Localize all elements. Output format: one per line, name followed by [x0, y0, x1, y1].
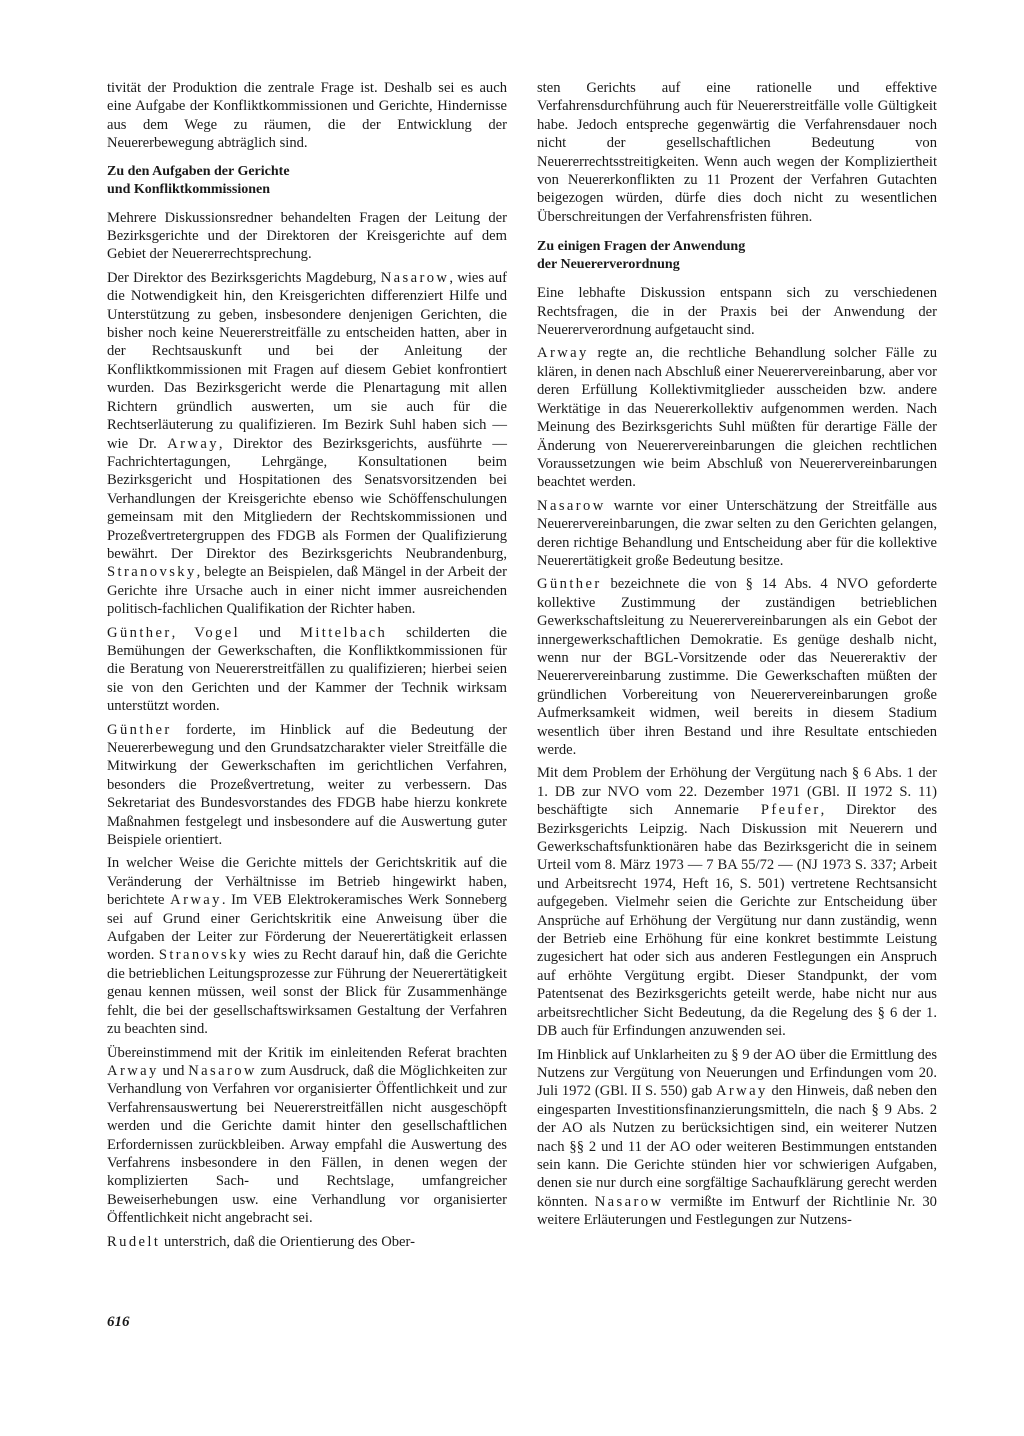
spaced-name: Günther	[537, 576, 602, 593]
spaced-name: Pfeufer	[760, 802, 821, 819]
left-column	[107, 79, 507, 1256]
right-column	[537, 79, 937, 1235]
spaced-name: Günther	[107, 624, 172, 641]
paragraph: Günther forderte, im Hinblick auf die Bedeutung der Neuererbewegung und den Grundsatzcharakter vieler Streitfälle die Mitwirkung der Gewerkschaften im gerichtlichen Verfahren, besonders die Prozeßvertretung, weiter zu verbessern. Das Sekretariat des Bundesvorstandes des FDGB habe hierzu konkrete Maßnahmen festgelegt und insbesondere auf die Auswertung guter Beispiele orientiert.	[107, 721, 507, 849]
paragraph: sten Gerichts auf eine rationelle und effektive Verfahrensdurchführung auch für Neuererstreitfälle volle Gültigkeit habe. Jedoch entspreche gegenwärtig die Verfahrensdauer noch nicht der gesellschaftlichen Bedeutung von Neuererrechtsstreitigkeiten. Wenn auch wegen der Kompliziertheit von Neuererkonflikten zu 11 Prozent der Verfahren Gutachten beigezogen würden, dürfe dies doch nicht zu wesentlichen Überschreitungen der Verfahrensfristen führen.	[537, 80, 937, 225]
spaced-name: Vogel	[194, 624, 241, 641]
paragraph: Übereinstimmend mit der Kritik im einleitenden Referat brachten Arway und Nasarow zum Ausdruck, daß die Möglichkeiten zur Verhandlung von Verfahren vor organisierter Öffentlichkeit und zur Verfahrensauswertung bei Neuererstreitfällen nicht ausgeschöpft werden und die Gerichte damit hinter den gesellschaftlichen Erfordernissen zurückbleiben. Arway empfahl die Auswertung des Verfahrens insbesondere in den Fällen, in denen wegen der komplizierten Sach- und Rechtslage, umfangreicher Beweiserhebungen usw. eine Verhandlung vor organisierter Öffentlichkeit nicht angebracht sei.	[107, 1044, 508, 1227]
paragraph: Eine lebhafte Diskussion entspann sich zu verschiedenen Rechtsfragen, die in der Praxis bei der Anwendung der Neuererverordnung aufgetaucht sind.	[537, 285, 937, 339]
paragraph: Mehrere Diskussionsredner behandelten Fragen der Leitung der Bezirksgerichte und der Direktoren der Kreisgerichte auf dem Gebiet der Neuererrechtsprechung.	[107, 209, 507, 263]
spaced-name: Günther	[107, 721, 172, 738]
spaced-name: Rudelt	[107, 1233, 161, 1250]
paragraph: Im Hinblick auf Unklarheiten zu § 9 der AO über die Ermittlung des Nutzens zur Vergütung von Neuerungen und Erfindungen vom 20. Juli 1972 (GBl. II S. 550) gab Arway den Hinweis, daß neben den eingesparten Investitionsfinanzierungsmitteln, die nach § 9 Abs. 2 der AO als Nutzen zu berücksichtigen sind, ein weiterer Nutzen nach §§ 2 und 11 der AO oder weiteren Bestimmungen entstanden sein kann. Die Gerichte stünden hier vor schwierigen Aufgaben, denen sie nur durch eine sorgfältige Sachaufklärung gerecht werden könnten. Nasarow vermißte im Entwurf der Richtlinie Nr. 30 weitere Erläuterungen und Festlegungen zur Nutzens-	[537, 1046, 937, 1229]
paragraph: In welcher Weise die Gerichte mittels der Gerichtskritik auf die Veränderung der Verhältnisse im Betrieb hingewirkt haben, berichtete Arway. Im VEB Elektrokeramisches Werk Sonneberg sei auf Grund einer Gerichtskritik eine Anweisung über die Aufgaben der Leiter zur Förderung der Neuerertätigkeit erlassen worden. Stranovsky wies zu Recht darauf hin, daß die Gerichte die betrieblichen Leitungsprozesse zur Führung der Neuerertätigkeit genau kennen müssen, weil sonst der Blick für Zusammenhänge fehlt, die bei der gesellschaftswirksamen Gestaltung der Verfahren zu beachten sind.	[107, 855, 507, 1038]
paragraph: tivität der Produktion die zentrale Frage ist. Deshalb sei es auch eine Aufgabe der Konfliktkommissionen und Gerichte, Hindernisse aus dem Wege zu räumen, die der Entwicklung der Neuererbewegung abträglich sind.	[107, 80, 507, 152]
paragraph: Rudelt unterstrich, daß die Orientierung des Ober-	[107, 1233, 415, 1250]
spaced-name: Mittelbach	[299, 624, 388, 641]
spaced-name: Nasarow	[380, 269, 450, 286]
section-heading: Zu den Aufgaben der Gerichte und Konfliktkommissionen	[107, 163, 290, 197]
paragraph: Günther, Vogel und Mittelbach schilderten die Bemühungen der Gewerkschaften, die Konfliktkommissionen für die Beratung von Neuererstreitfällen zu qualifizieren; hierbei seien sie von den Gerichten und der Kammer der Technik wirksam unterstützt worden.	[107, 624, 508, 715]
paragraph: Günther bezeichnete die von § 14 Abs. 4 NVO geforderte kollektive Zustimmung der zuständigen betrieblichen Gewerkschaftsleitung zu Neuerervereinbarungen als ein Gebot der innergewerkschaftlichen Demokratie. Es genüge deshalb nicht, wenn nur der BGL-Vorsitzende oder das Neuereraktiv der Neuerervereinbarung zustimme. Die Gewerkschaften müßten der gründlichen Vorbereitung von Neuerervereinbarungen große Aufmerksamkeit widmen, weil bereits in diesem Stadium wesentlich über ihren Bestand und ihre Resultate entschieden werde.	[537, 576, 937, 758]
spaced-name: Arway	[167, 435, 219, 452]
paragraph: Der Direktor des Bezirksgerichts Magdeburg, Nasarow, wies auf die Notwendigkeit hin, den Kreisgerichten differenziert Hilfe und Unterstützung zu geben, insbesondere denjenigen Gerichten, die bisher noch keine Neuererstreitfälle zu entscheiden hatten, aber in der Rechtsauskunft und bei der Anleitung der Konfliktkommissionen mit Fragen auf diesem Gebiet konfrontiert wurden. Das Bezirksgericht werde die Plenartagung mit allen Richtern gründlich auswerten, um sie auch für die Rechtserläuterung zu qualifizieren. Im Bezirk Suhl haben sich — wie Dr. Arway, Direktor des Bezirksgerichts, ausführte — Fachrichtertagungen, Lehrgänge, Konsultationen beim Bezirksgericht und Hospitationen des Senatsvorsitzenden bei Verhandlungen der Kreisgerichte ebenso wie Schöffenschulungen gemeinsam mit den Mitgliedern der Rechtskommissionen und Prozeßvertretergruppen des FDGB als Formen der Qualifizierung bewährt. Der Direktor des Bezirksgerichts Neubrandenburg, Stranovsky, belegte an Beispielen, daß Mängel in der Arbeit der Gerichte ihre Ursache auch in einer nicht immer ausreichenden politisch-fachlichen Qualifikation der Richter haben.	[107, 269, 507, 618]
spaced-name: Arway	[537, 345, 589, 362]
paragraph: Nasarow warnte vor einer Unterschätzung der Streitfälle aus Neuerervereinbarungen, die zwar selten zu den Gerichten gelangen, deren richtige Behandlung und Entscheidung aber für die kollektive Neuerertätigkeit große Bedeutung besitze.	[537, 497, 937, 569]
spaced-name: Arway	[107, 1062, 159, 1079]
paragraph: Mit dem Problem der Erhöhung der Vergütung nach § 6 Abs. 1 der 1. DB zur NVO vom 22. Dezember 1971 (GBl. II 1972 S. 11) beschäftigte sich Annemarie Pfeufer, Direktor des Bezirksgerichts Leipzig. Nach Diskussion mit Neuerern und Gewerkschaftsfunktionären habe das Bezirksgericht die in seinem Urteil vom 8. März 1973 — 7 BA 55/72 — (NJ 1973 S. 337; Arbeit und Arbeitsrecht 1974, Heft 16, S. 501) vertretene Rechtsansicht aufgegeben. Vielmehr seien die Gerichte zur Entscheidung über Ansprüche auf Erhöhung der Vergütung nur dann zuständig, wenn der Betrieb eine Erhöhung für eine konkret bestimmte Leistung zugesichert hat oder sich aus anderen Festlegungen ein Anspruch auf erhöhte Vergütung ergibt. Dieser Standpunkt, der vom Patentsenat des Bezirksgerichts geteilt werde, habe nicht nur aus arbeitsrechtlicher Sicht Bedeutung, da die Regelung des § 6 der 1. DB auch für Erfindungen anzuwenden sei.	[537, 765, 938, 1040]
spaced-name: Nasarow	[594, 1193, 664, 1210]
spaced-name: Nasarow	[188, 1062, 257, 1079]
spaced-name: Arway	[715, 1083, 768, 1100]
spaced-name: Arway	[170, 892, 222, 909]
spaced-name: Stranovsky	[107, 564, 197, 581]
spaced-name: Nasarow	[537, 497, 606, 514]
section-heading: Zu einigen Fragen der Anwendung der Neuererverordnung	[537, 239, 746, 273]
spaced-name: Stranovsky	[158, 947, 249, 964]
paragraph: Arway regte an, die rechtliche Behandlung solcher Fälle zu klären, in denen nach Abschluß einer Neuerervereinbarung, aber vor deren Erfüllung Kollektivmitglieder ausscheiden bzw. andere Werktätige in das Neuererkollektiv aufgenommen werden. Nach Meinung des Bezirksgerichts Suhl müßten für derartige Fälle der Änderung von Neuerervereinbarungen die gleichen rechtlichen Voraussetzungen wie beim Abschluß von Neuerervereinbarungen beachtet werden.	[537, 345, 937, 491]
page-number: 616	[107, 1314, 130, 1330]
